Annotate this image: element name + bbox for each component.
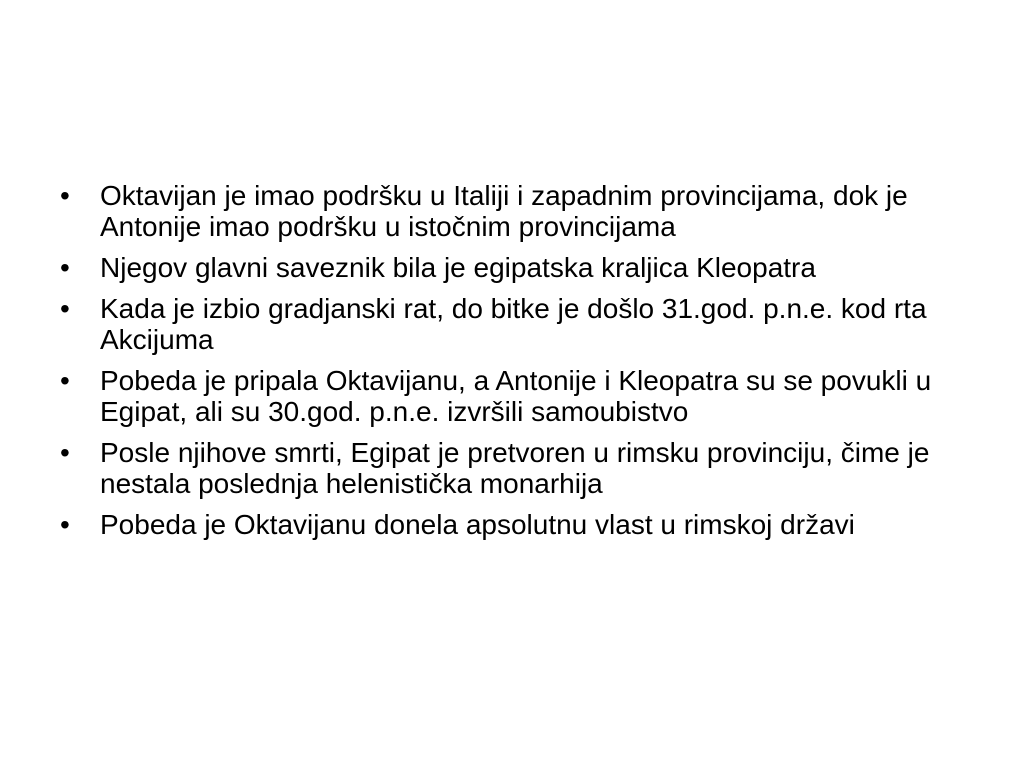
bullet-icon: • xyxy=(60,437,70,468)
bullet-text: Posle njihove smrti, Egipat je pretvoren u rimsku provinciju, čime je nestala poslednja helenistička monarhija xyxy=(100,437,930,499)
list-item xyxy=(60,509,960,540)
bullet-icon: • xyxy=(60,252,70,283)
bullet-text: Oktavijan je imao podršku u Italiji i zapadnim provincijama, dok je Antonije imao podršku u istočnim provincijama xyxy=(100,180,908,242)
list-item xyxy=(60,365,960,427)
bullet-icon: • xyxy=(60,365,70,396)
bullet-text: Pobeda je pripala Oktavijanu, a Antonije i Kleopatra su se povukli u Egipat, ali su 30.god. p.n.e. izvršili samoubistvo xyxy=(100,365,932,427)
bullet-text: Pobeda je Oktavijanu donela apsolutnu vlast u rimskoj državi xyxy=(100,509,855,540)
bullet-icon: • xyxy=(60,509,70,540)
bullet-icon: • xyxy=(60,293,70,324)
bullet-list xyxy=(60,180,960,550)
list-item xyxy=(60,293,960,355)
bullet-text: Kada je izbio gradjanski rat, do bitke je došlo 31.god. p.n.e. kod rta Akcijuma xyxy=(100,293,927,355)
bullet-icon: • xyxy=(60,180,70,211)
list-item xyxy=(60,252,960,283)
bullet-text: Njegov glavni saveznik bila je egipatska kraljica Kleopatra xyxy=(100,252,816,283)
list-item xyxy=(60,437,960,499)
list-item xyxy=(60,180,960,242)
